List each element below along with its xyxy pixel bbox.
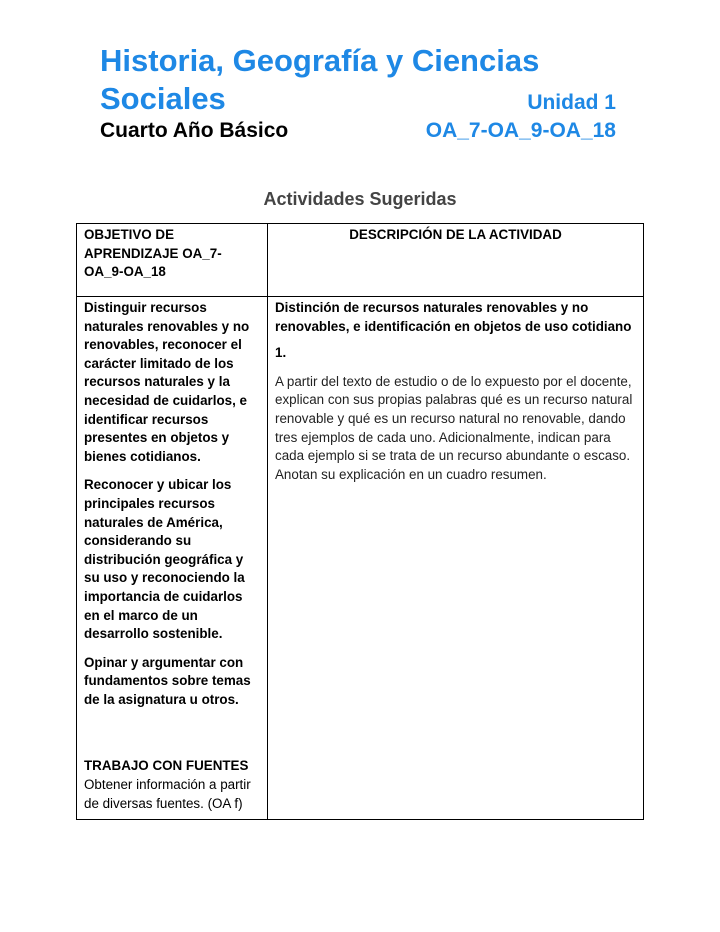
objective-text: Opinar y argumentar con fundamentos sobre temas de la asignatura u otros. <box>84 654 251 707</box>
unit-label: Unidad 1 <box>527 91 616 114</box>
document-title-line-2: Sociales <box>100 81 226 116</box>
objective-text: Distinguir recursos naturales renovables y no renovables, reconocer el carácter limitado de los recursos naturales y la necesidad de cuidarlos, e identificar recursos presentes en objetos y bienes cotidianos. <box>84 300 250 464</box>
objective-column-header: OBJETIVO DE APRENDIZAJE OA_7-OA_9-OA_18 <box>77 224 268 297</box>
objectives-cell <box>77 297 268 820</box>
grade-label: Cuarto Año Básico <box>100 119 289 142</box>
activity-title: Distinción de recursos naturales renovables y no renovables, e identificación en objetos de uso cotidiano <box>275 300 632 334</box>
document-title-line-1: Historia, Geografía y Ciencias <box>100 43 540 78</box>
skill-text: Obtener información a partir de diversas fuentes. (OA f) <box>84 777 251 811</box>
activity-number: 1. <box>275 345 287 361</box>
spacer <box>84 719 260 757</box>
skill-title: TRABAJO CON FUENTES <box>84 758 249 774</box>
description-column-header: DESCRIPCIÓN DE LA ACTIVIDAD <box>268 224 644 297</box>
activity-cell <box>268 297 644 820</box>
activities-table <box>76 223 644 820</box>
objective-codes: OA_7-OA_9-OA_18 <box>425 119 616 142</box>
section-title: Actividades Sugeridas <box>263 189 457 209</box>
activity-description: A partir del texto de estudio o de lo expuesto por el docente, explican con sus propias palabras qué es un recurso natural renovable y qué es un recurso natural no renovable, dando tres ejemplos de cada uno. Adicionalmente, indican para cada ejemplo si se trata de un recurso abundante o escaso. Anotan su explicación en un cuadro resumen. <box>275 373 633 482</box>
table-row <box>77 297 644 820</box>
table-header-row <box>77 224 644 297</box>
objective-text: Reconocer y ubicar los principales recursos naturales de América, considerando su distribución geográfica y su uso y reconociendo la importancia de cuidarlos en el marco de un desarrollo sostenible. <box>84 477 245 642</box>
